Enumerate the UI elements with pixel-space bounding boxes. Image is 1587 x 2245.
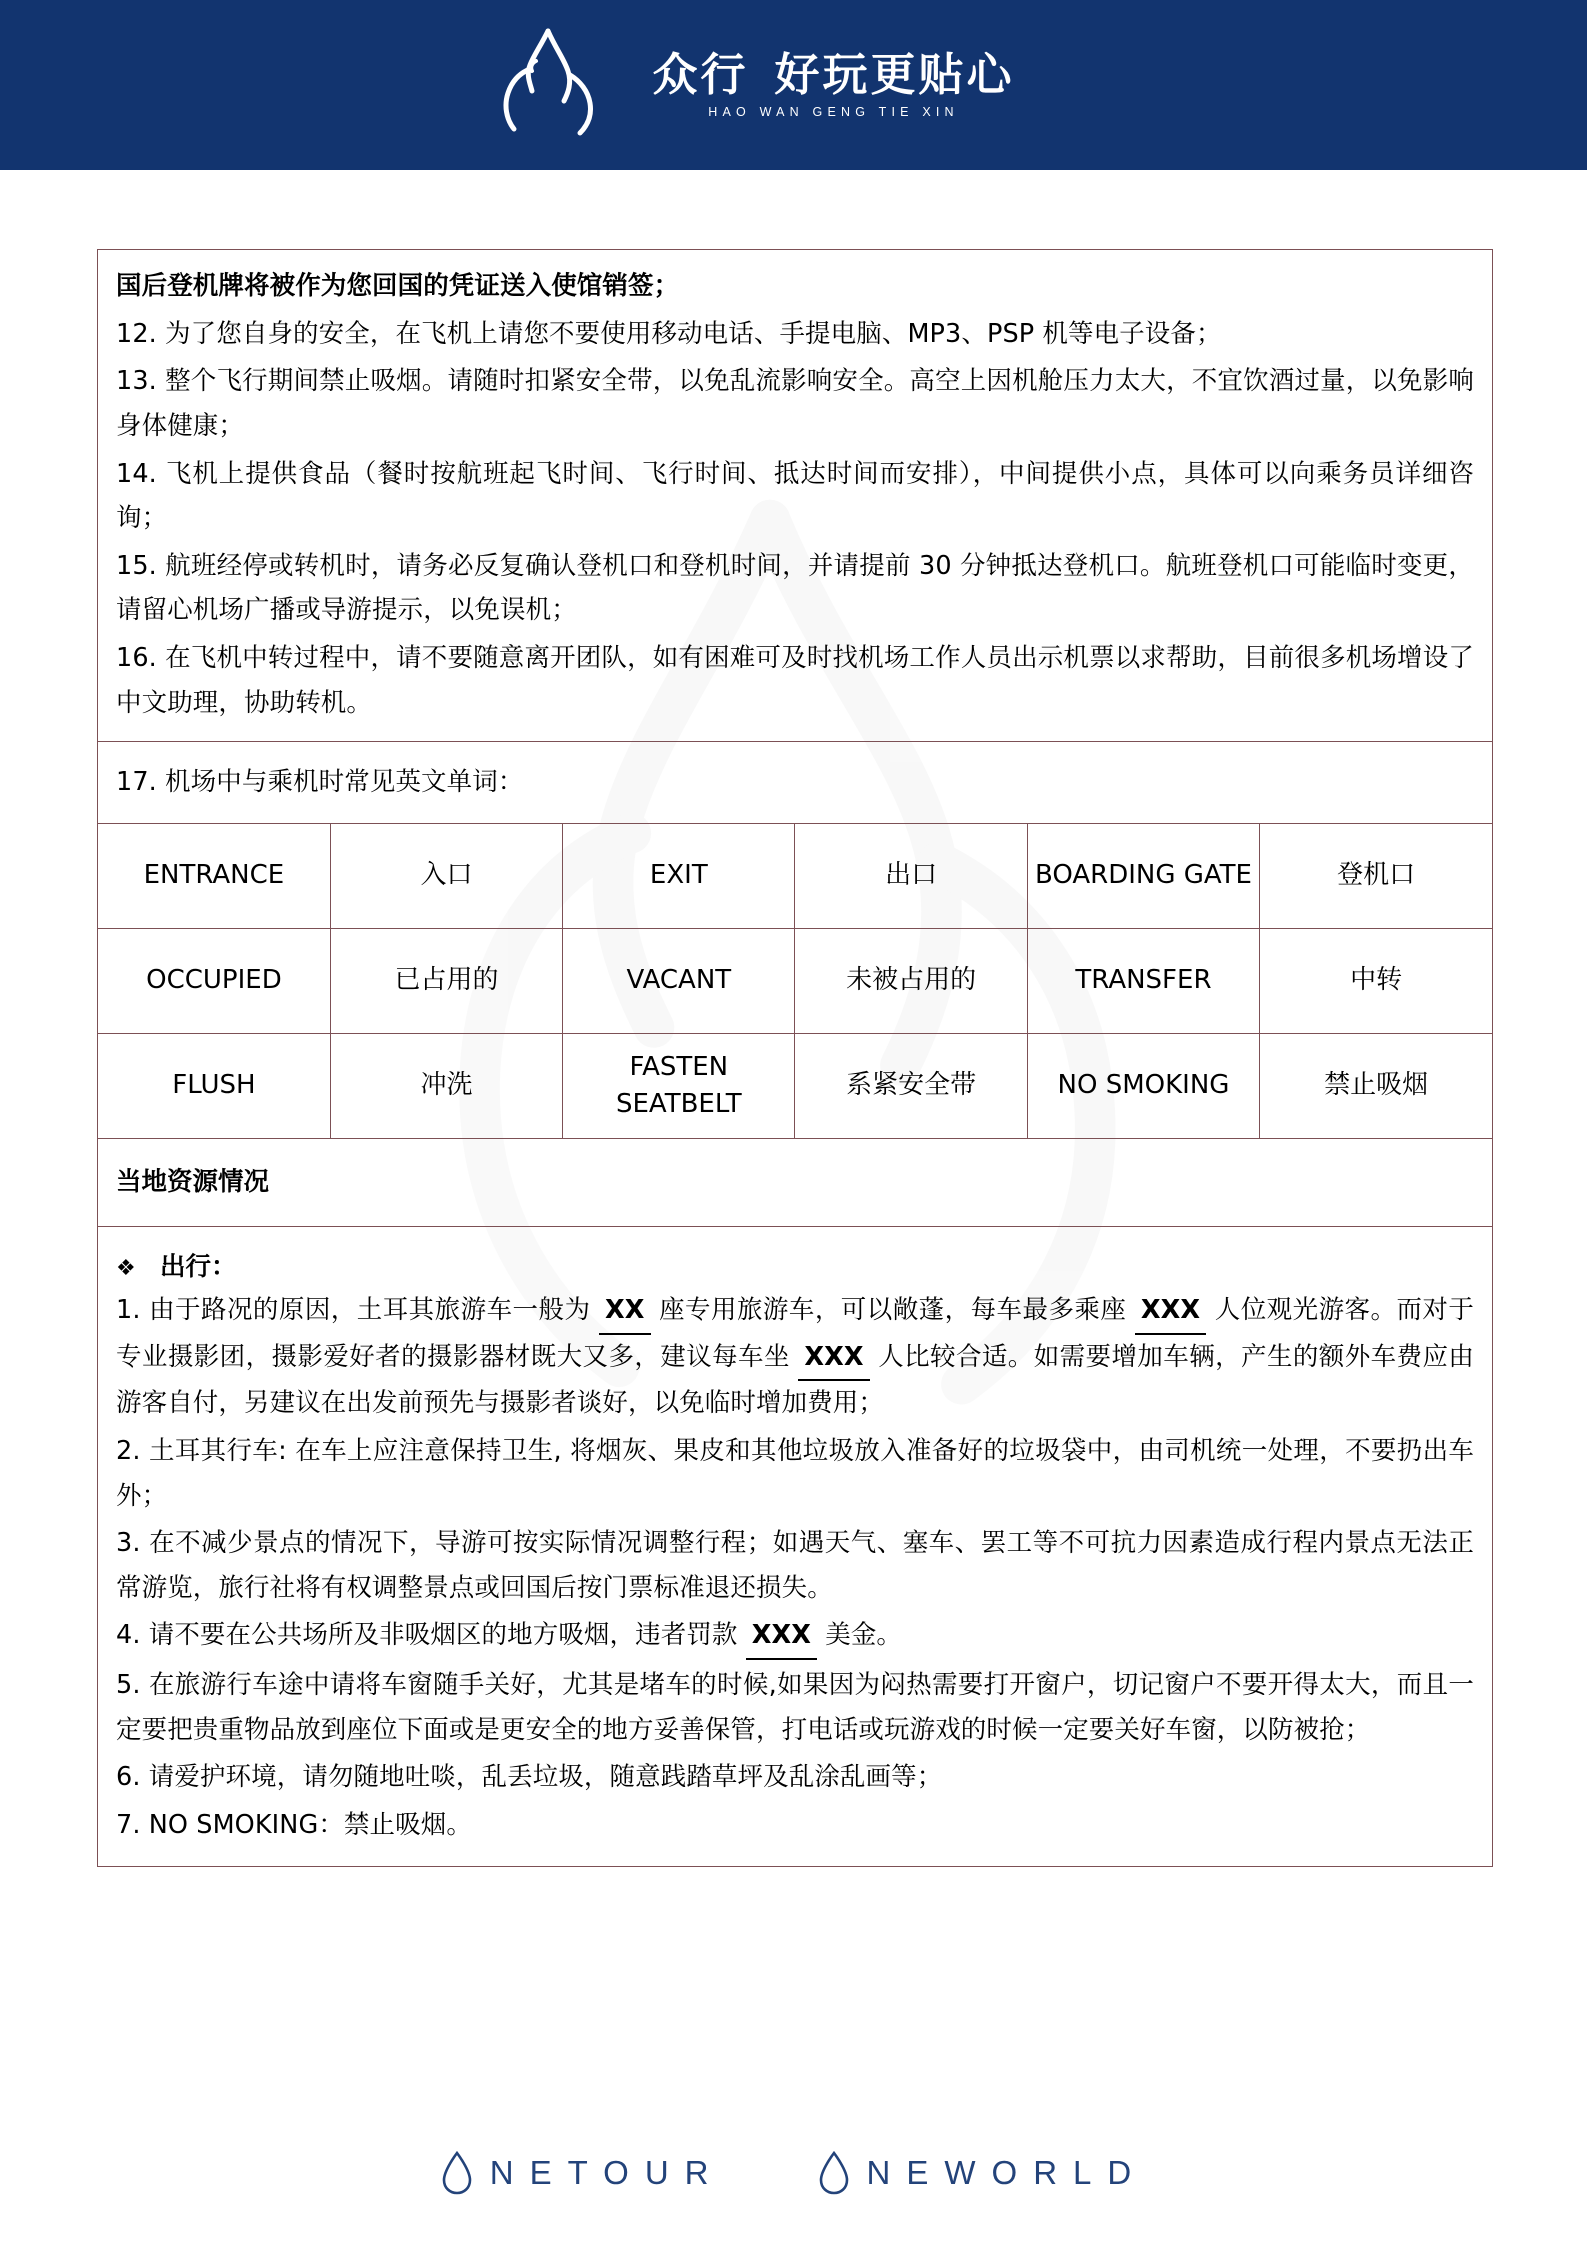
vocab-cell: EXIT bbox=[563, 824, 795, 929]
table-row-flight-notes bbox=[98, 250, 1493, 742]
page-footer bbox=[0, 2128, 1587, 2218]
note-paragraph: 国后登机牌将被作为您回国的凭证送入使馆销签； bbox=[116, 271, 680, 301]
vocab-cell: 入口 bbox=[330, 824, 562, 929]
vocab-cell: 中转 bbox=[1260, 928, 1492, 1033]
section-title-local-resources: 当地资源情况 bbox=[116, 1166, 270, 1197]
logo-brand-name: 众行 bbox=[652, 47, 749, 101]
logo-pinyin: HAO WAN GENG TIE XIN bbox=[708, 105, 959, 120]
footer-neworld bbox=[817, 2150, 1148, 2196]
vocab-cell: OCCUPIED bbox=[98, 928, 330, 1033]
flight-notes-block bbox=[98, 250, 1492, 741]
table-row-vocab-grid bbox=[98, 823, 1493, 1138]
page-header-band bbox=[0, 0, 1587, 170]
vocab-cell: TRANSFER bbox=[1027, 928, 1259, 1033]
table-row-vocab-intro bbox=[98, 742, 1493, 824]
blank-photo-group-seats: XXX bbox=[798, 1335, 869, 1382]
travel-note-paragraph: 4. 请不要在公共场所及非吸烟区的地方吸烟，违者罚款 XXX 美金。 bbox=[116, 1613, 1474, 1660]
note-paragraph: 12. 为了您自身的安全，在飞机上请您不要使用移动电话、手提电脑、MP3、PSP 机等电子设备； bbox=[116, 318, 1222, 349]
travel-bullet-heading bbox=[116, 1247, 1474, 1288]
vocab-intro-text: 17. 机场中与乘机时常见英文单词： bbox=[116, 767, 524, 798]
vocab-cell: FASTEN SEATBELT bbox=[563, 1033, 795, 1138]
vocab-cell: NO SMOKING bbox=[1027, 1033, 1259, 1138]
travel-note-paragraph: 5. 在旅游行车途中请将车窗随手关好，尤其是堵车的时候,如果因为闷热需要打开窗户，切记窗户不要开得太大，而且一定要把贵重物品放到座位下面或是更安全的地方妥善保管，打电话或玩游戏的时候一定要关好车窗，以防被抢； bbox=[116, 1670, 1474, 1745]
blank-max-passengers: XXX bbox=[1135, 1288, 1206, 1335]
note-paragraph: 13. 整个飞行期间禁止吸烟。请随时扣紧安全带，以免乱流影响安全。高空上因机舱压力太大，不宜饮酒过量，以免影响身体健康； bbox=[116, 366, 1474, 441]
vocab-cell: 系紧安全带 bbox=[795, 1033, 1027, 1138]
blank-smoking-fine: XXX bbox=[746, 1613, 817, 1660]
vocab-cell: VACANT bbox=[563, 928, 795, 1033]
travel-note-paragraph: 1. 由于路况的原因，土耳其旅游车一般为 XX 座专用旅游车，可以敞蓬，每车最多乘座 XXX 人位观光游客。而对于专业摄影团，摄影爱好者的摄影器材既大又多，建议每车坐 XXX 人比较合适。如需要增加车辆，产生的额外车费应由游客自付，另建议在出发前预先与摄影者谈好，以免临时增加费用； bbox=[116, 1288, 1474, 1426]
travel-bullet-label: 出行： bbox=[160, 1252, 237, 1283]
vocab-cell: FLUSH bbox=[98, 1033, 330, 1138]
travel-note-paragraph: 7. NO SMOKING：禁止吸烟。 bbox=[116, 1809, 472, 1840]
vocab-cell: 出口 bbox=[795, 824, 1027, 929]
vocab-cell: 已占用的 bbox=[330, 928, 562, 1033]
table-row bbox=[98, 824, 1492, 929]
vocabulary-table bbox=[98, 824, 1492, 1138]
blank-seats: XX bbox=[599, 1288, 651, 1335]
vocab-cell: 禁止吸烟 bbox=[1260, 1033, 1492, 1138]
vocab-cell: 登机口 bbox=[1260, 824, 1492, 929]
travel-note-paragraph: 3. 在不减少景点的情况下，导游可按实际情况调整行程；如遇天气、塞车、罢工等不可抗力因素造成行程内景点无法正常游览，旅行社将有权调整景点或回国后按门票标准退还损失。 bbox=[116, 1528, 1474, 1603]
note-paragraph: 16. 在飞机中转过程中，请不要随意离开团队，如有困难可及时找机场工作人员出示机票以求帮助，目前很多机场增设了中文助理，协助转机。 bbox=[116, 643, 1474, 718]
note-paragraph: 15. 航班经停或转机时，请务必反复确认登机口和登机时间，并请提前 30 分钟抵达登机口。航班登机口可能临时变更，请留心机场广播或导游提示，以免误机； bbox=[116, 550, 1474, 626]
vocab-cell: 未被占用的 bbox=[795, 928, 1027, 1033]
brand-logo bbox=[452, 23, 1014, 148]
vocab-cell: BOARDING GATE bbox=[1027, 824, 1259, 929]
note-paragraph: 14. 飞机上提供食品（餐时按航班起飞时间、飞行时间、抵达时间而安排），中间提供小点，具体可以向乘务员详细咨询； bbox=[116, 458, 1474, 534]
droplet-icon bbox=[817, 2150, 851, 2196]
table-row bbox=[98, 928, 1492, 1033]
table-row-local-resources-title bbox=[98, 1138, 1493, 1226]
footer-word-netour: NETOUR bbox=[489, 2154, 725, 2191]
vocab-cell: 冲洗 bbox=[330, 1033, 562, 1138]
travel-note-paragraph: 6. 请爱护环境，请勿随地吐啖，乱丢垃圾，随意践踏草坪及乱涂乱画等； bbox=[116, 1762, 943, 1793]
diamond-bullet-icon: ❖ bbox=[116, 1256, 136, 1282]
footer-netour bbox=[440, 2150, 725, 2196]
vocab-cell: ENTRANCE bbox=[98, 824, 330, 929]
droplet-icon bbox=[440, 2150, 474, 2196]
logo-slogan: 好玩更贴心 bbox=[774, 47, 1015, 101]
footer-word-neworld: NEWORLD bbox=[866, 2154, 1148, 2191]
logo-mark-icon bbox=[452, 23, 642, 148]
table-row-travel-notes bbox=[98, 1227, 1493, 1866]
travel-note-paragraph: 2. 土耳其行车: 在车上应注意保持卫生, 将烟灰、果皮和其他垃圾放入准备好的垃圾袋中，由司机统一处理，不要扔出车外； bbox=[116, 1435, 1474, 1511]
document-outline-table bbox=[97, 249, 1493, 1867]
table-row bbox=[98, 1033, 1492, 1138]
